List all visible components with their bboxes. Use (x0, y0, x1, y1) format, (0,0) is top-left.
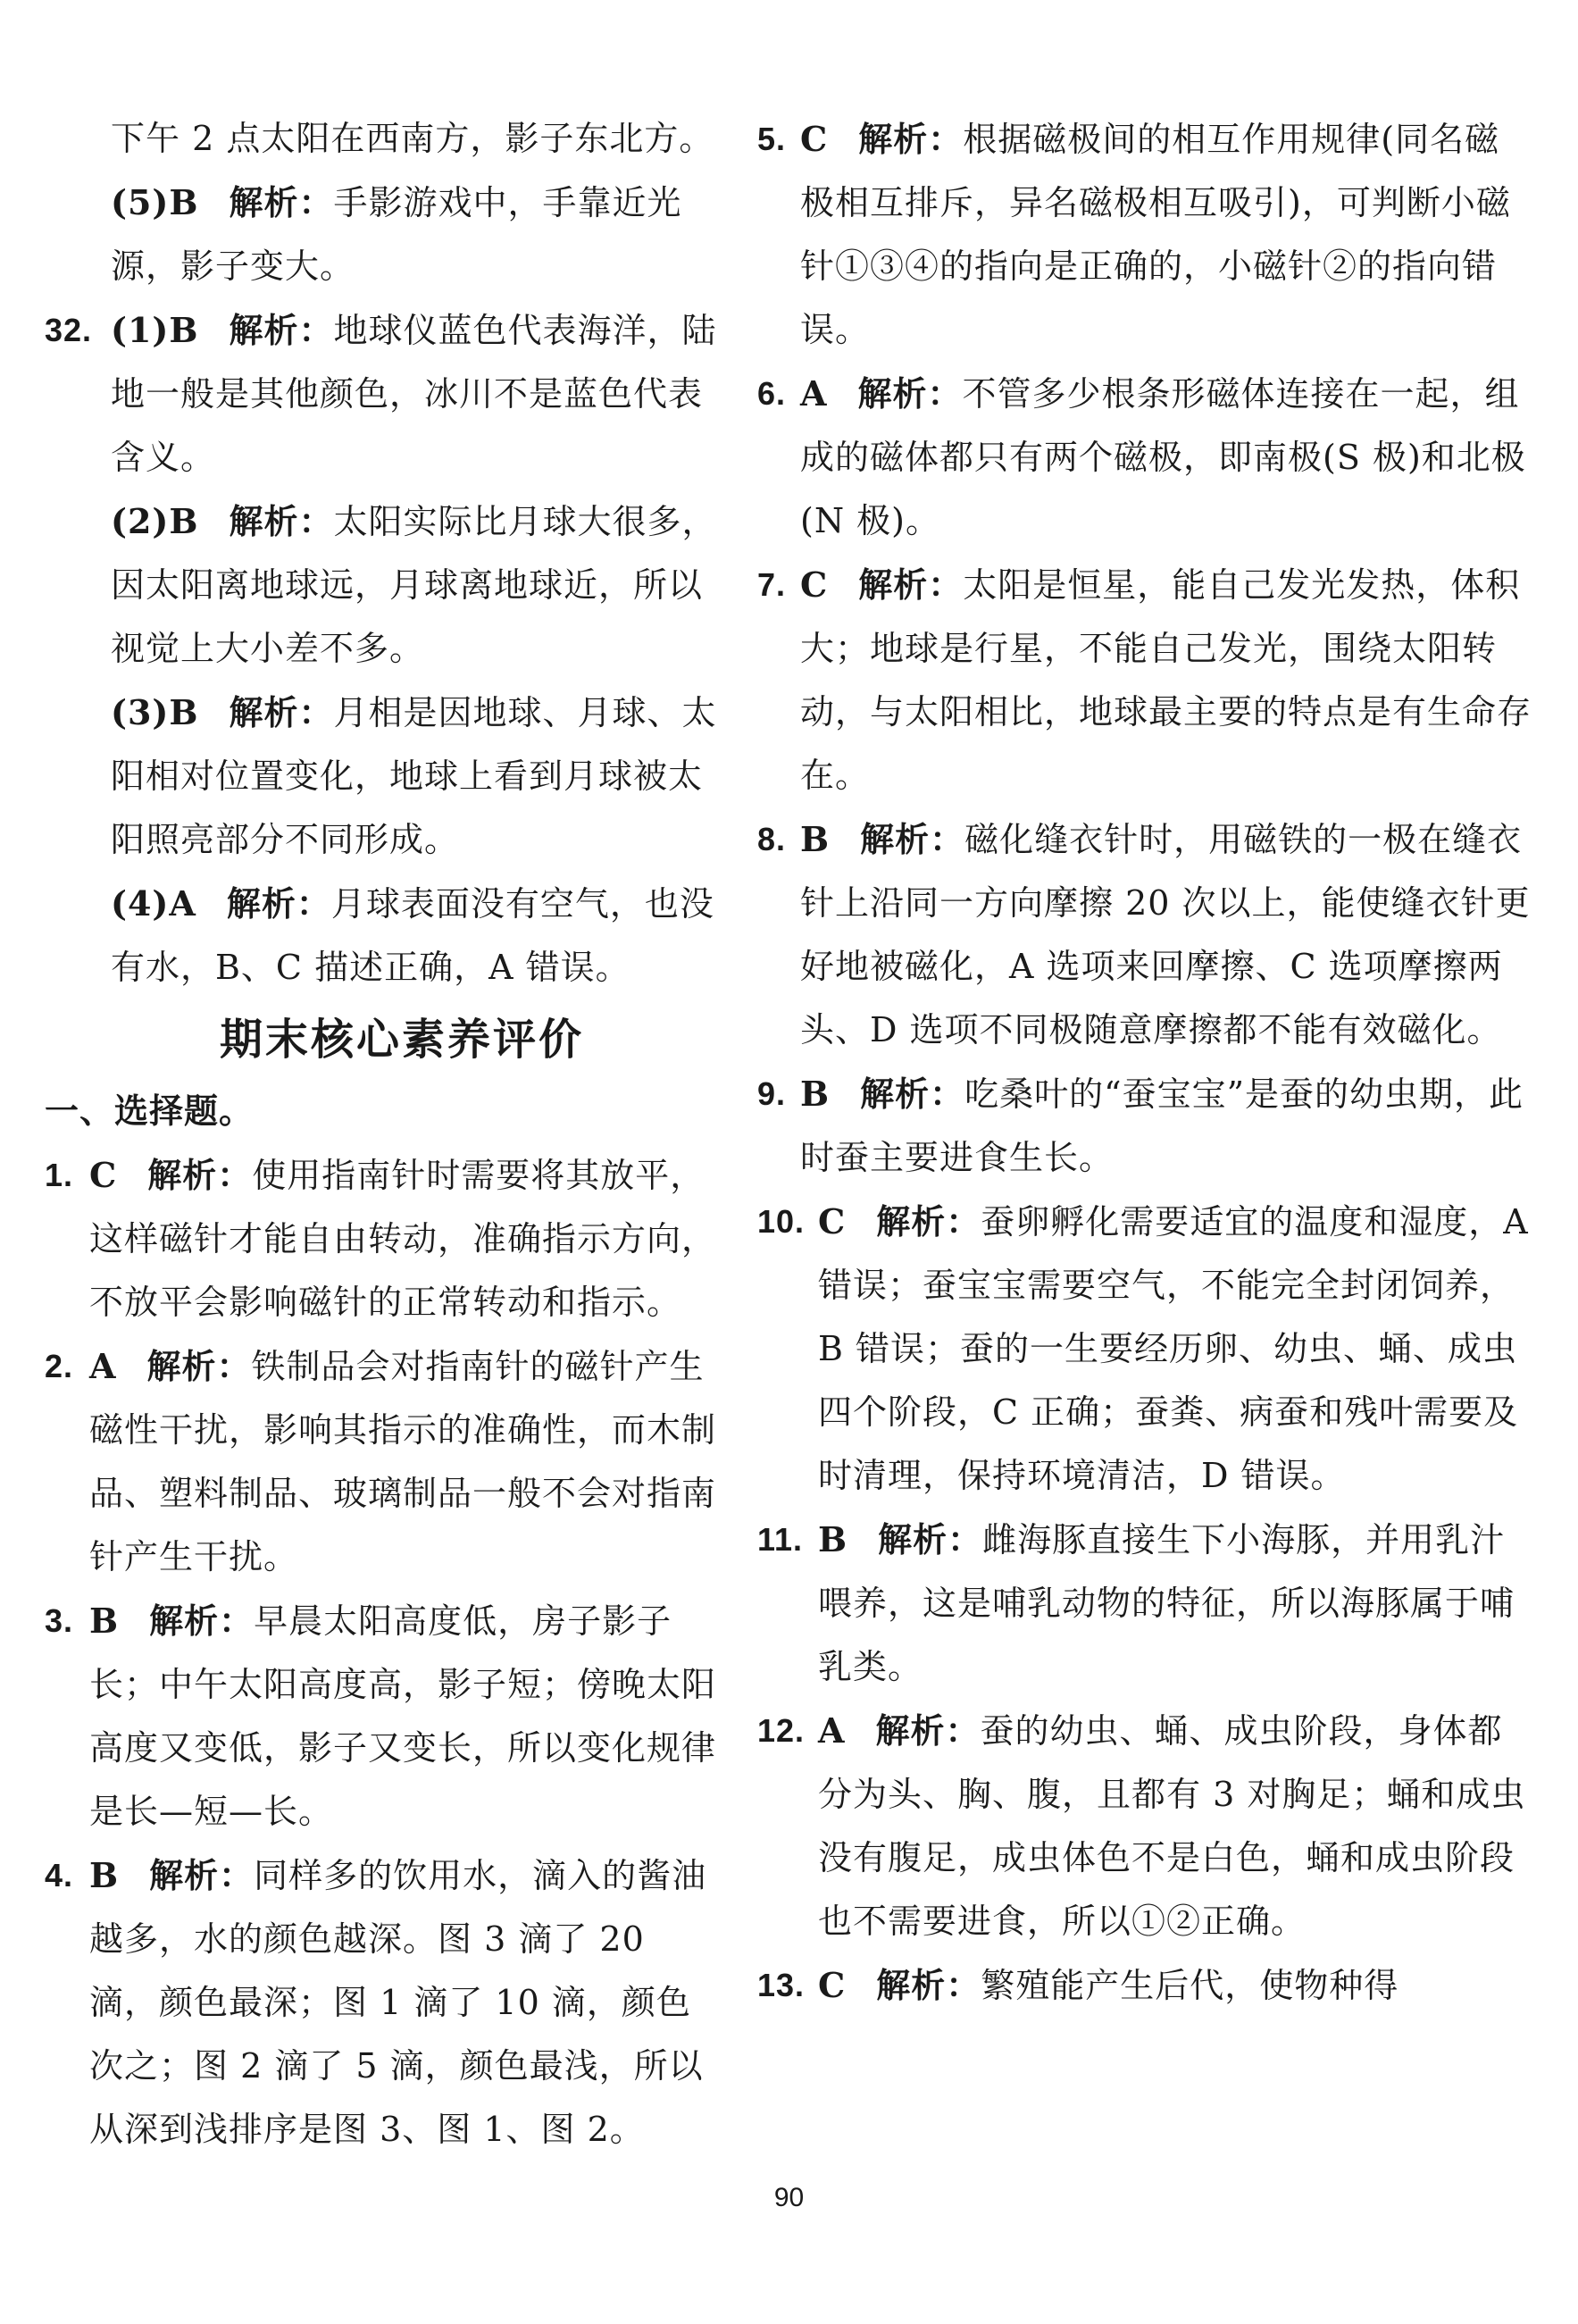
answer-item (757, 1190, 1534, 1508)
section-title: 期末核心素养评价 (219, 1015, 584, 1065)
analysis-text: 同样多的饮用水，滴入的酱油越多，水的颜色越深。图 3 滴了 20 滴，颜色最深；图 1 滴了 10 滴，颜色次之；图 2 滴了 5 滴，颜色最浅，所以从深到浅排序是图 3、图 1、图 2。 (89, 1856, 707, 2149)
analysis-tag: 解析： (149, 1856, 255, 1895)
answer-item (45, 1843, 723, 2161)
answer-label: C (89, 1155, 118, 1195)
question-number: 13. (757, 1967, 806, 2003)
right-column (757, 107, 1534, 2018)
answer-label: C (818, 1965, 847, 2005)
analysis-text: 蚕的幼虫、蛹、成虫阶段，身体都分为头、胸、腹，且都有 3 对胸足；蛹和成虫没有腹足，成虫体色不是白色，蛹和成虫阶段也不需要进食，所以①②正确。 (818, 1711, 1526, 1941)
answer-item (45, 1334, 723, 1589)
question-number: 9. (757, 1075, 787, 1112)
left-column (45, 107, 723, 2161)
answer-item (757, 1699, 1534, 1953)
question-number: 5. (757, 121, 787, 157)
question-number: 12. (757, 1712, 806, 1749)
question-number: 11. (757, 1521, 804, 1558)
answer-item (757, 1508, 1534, 1699)
analysis-tag: 解析： (857, 374, 963, 414)
analysis-tag: 解析： (146, 1347, 252, 1386)
answer-item (757, 1953, 1534, 2018)
analysis-tag: 解析： (229, 693, 334, 732)
analysis-tag: 解析： (229, 502, 334, 541)
analysis-tag: 解析： (876, 1966, 981, 2005)
page-number: 90 (773, 2183, 805, 2212)
answer-item (45, 1589, 723, 1843)
analysis-tag: 解析： (229, 311, 334, 350)
answer-label: C (800, 564, 829, 605)
analysis-text: 太阳是恒星，能自己发光发热，体积大；地球是行星，不能自己发光，围绕太阳转动，与太阳相比，地球最主要的特点是有生命存在。 (800, 565, 1532, 795)
analysis-text: 铁制品会对指南针的磁针产生磁性干扰，影响其指示的准确性，而木制品、塑料制品、玻璃制品一般不会对指南针产生干扰。 (89, 1347, 717, 1576)
answer-label: A (800, 373, 828, 414)
question-number: 10. (757, 1203, 806, 1240)
analysis-tag: 解析： (860, 820, 965, 859)
answer-label: B (89, 1601, 120, 1641)
analysis-tag: 解析： (876, 1202, 981, 1241)
answer-label: (2)B (111, 501, 199, 541)
answer-item (757, 553, 1534, 807)
answer-label: (1)B (111, 310, 199, 350)
answer-label: C (800, 119, 829, 159)
analysis-text: 蚕卵孵化需要适宜的温度和湿度，A 错误；蚕宝宝需要空气，不能完全封闭饲养，B 错误；蚕的一生要经历卵、幼虫、蛹、成虫四个阶段，C 正确；蚕粪、病蚕和残叶需要及时清理，保持环境清洁，D 错误。 (818, 1202, 1529, 1495)
continuation-text: 下午 2 点太阳在西南方，影子东北方。 (111, 119, 714, 158)
analysis-tag: 解析： (875, 1711, 981, 1751)
question-number: 4. (45, 1857, 74, 1893)
analysis-text: 地球仪蓝色代表海洋，陆地一般是其他颜色，冰川不是蓝色代表含义。 (111, 311, 717, 477)
sub-answer (111, 872, 723, 999)
analysis-text: 早晨太阳高度低，房子影子长；中午太阳高度高，影子短；傍晚太阳高度又变低，影子又变长，所以变化规律是长—短—长。 (89, 1601, 717, 1831)
analysis-tag: 解析： (858, 565, 964, 605)
analysis-tag: 解析： (878, 1520, 983, 1559)
question-number: 32. (45, 312, 93, 348)
answer-label: (3)B (111, 692, 199, 732)
answer-label: A (89, 1346, 117, 1386)
answer-label: (5)B (111, 182, 199, 222)
analysis-text: 繁殖能产生后代，使物种得 (981, 1966, 1399, 2005)
question-number: 7. (757, 566, 787, 603)
answer-label: B (800, 1074, 831, 1114)
answer-label: (4)A (111, 883, 196, 924)
sub-answer (111, 489, 723, 681)
analysis-text: 吃桑叶的“蚕宝宝”是蚕的幼虫期，此时蚕主要进食生长。 (800, 1074, 1524, 1177)
answer-32 (45, 298, 723, 999)
analysis-tag: 解析： (229, 183, 334, 222)
answer-label: C (818, 1201, 847, 1241)
analysis-text: 磁化缝衣针时，用磁铁的一极在缝衣针上沿同一方向摩擦 20 次以上，能使缝衣针更好地被磁化，A 选项来回摩擦、C 选项摩擦两头、D 选项不同极随意摩擦都不能有效磁化。 (800, 820, 1531, 1049)
answer-31-5 (45, 171, 723, 298)
analysis-text: 不管多少根条形磁体连接在一起，组成的磁体都只有两个磁极，即南极(S 极)和北极(N 极)。 (800, 374, 1526, 540)
analysis-tag: 解析： (147, 1156, 253, 1195)
analysis-text: 太阳实际比月球大很多，因太阳离地球远，月球离地球近，所以视觉上大小差不多。 (111, 502, 717, 668)
analysis-text: 月相是因地球、月球、太阳相对位置变化，地球上看到月球被太阳照亮部分不同形成。 (111, 693, 717, 859)
question-number: 8. (757, 821, 787, 857)
analysis-text: 月球表面没有空气，也没有水，B、C 描述正确，A 错误。 (111, 884, 714, 987)
answer-item (757, 1062, 1534, 1190)
analysis-text: 使用指南针时需要将其放平，这样磁针才能自由转动，准确指示方向，不放平会影响磁针的正常转动和指示。 (89, 1156, 717, 1322)
analysis-tag: 解析： (226, 884, 331, 924)
analysis-tag: 解析： (860, 1074, 965, 1114)
question-number: 6. (757, 375, 787, 412)
analysis-text: 根据磁极间的相互作用规律(同名磁极相互排斥，异名磁极相互吸引)，可判断小磁针①③④的指向是正确的，小磁针②的指向错误。 (800, 120, 1511, 349)
answer-item (757, 807, 1534, 1062)
answer-item (45, 1143, 723, 1334)
answer-label: B (818, 1519, 848, 1559)
answer-label: B (800, 819, 831, 859)
analysis-tag: 解析： (149, 1601, 255, 1641)
answer-item (757, 362, 1534, 553)
sub-answer (111, 681, 723, 872)
question-number: 3. (45, 1602, 74, 1639)
answer-item (757, 107, 1534, 362)
analysis-text: 手影游戏中，手靠近光源，影子变大。 (111, 183, 682, 286)
sub-answer (111, 298, 723, 489)
section-heading: 一、选择题。 (45, 1091, 255, 1131)
question-number: 2. (45, 1348, 74, 1384)
answer-label: A (818, 1710, 846, 1751)
analysis-text: 雌海豚直接生下小海豚，并用乳汁喂养，这是哺乳动物的特征，所以海豚属于哺乳类。 (818, 1520, 1515, 1686)
answer-label: B (89, 1855, 120, 1895)
analysis-tag: 解析： (858, 120, 964, 159)
question-number: 1. (45, 1157, 74, 1193)
